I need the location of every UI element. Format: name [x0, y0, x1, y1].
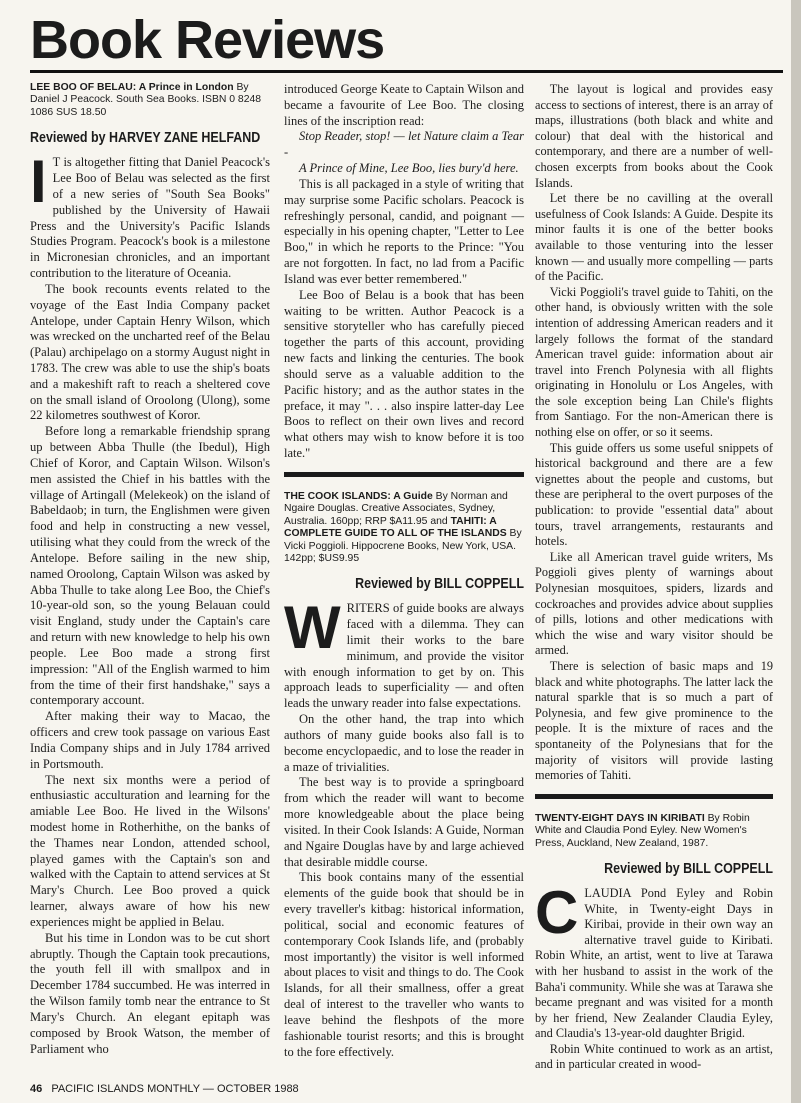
review-paragraph: On the other hand, the trap into which authors of many guide books also fall is to become encyclopaedic, and to lose the reader in a maze of trivialities.: [284, 712, 524, 774]
book-details: By Robin White and Claudia Pond Eyley. New Women's Press, Auckland, New Zealand, 1987.: [535, 812, 750, 849]
review-paragraph: This guide offers us some useful snippets of historical background and there are a few vignettes about the people and customs, but these are peripheral to the overt purposes of the publication: to provide "essential data" about tours, travel arrangements, restaurants and hotels.: [535, 440, 773, 549]
review-paragraph: introduced George Keate to Captain Wilson and became a favourite of Lee Boo. The closing lines of the inscription read:: [284, 82, 524, 128]
reviewer-byline: Reviewed by BILL COPPELL: [355, 576, 524, 593]
review-paragraph: WRITERS of guide books are always faced with a dilemma. They can limit their works to the bare minimum, and provide the visitor with enough information to get by on. This approach leads to superficiality — and often leads the unwary reader into false expectations.: [284, 594, 524, 711]
column-1: [30, 82, 270, 1057]
book-title: TWENTY-EIGHT DAYS IN KIRIBATI: [535, 812, 705, 824]
review-paragraph: The layout is logical and provides easy access to sections of interest, there is an array of maps, illustrations (both black and white and colour) that deal with the historical and contemporary, and there are a number of well-chosen excerpts from books about the Cook Islands.: [535, 82, 773, 190]
section-divider: [535, 794, 773, 799]
review-paragraph: The best way is to provide a springboard from which the reader will want to become more knowledgeable about the place being visited. In their Cook Islands: A Guide, Norman and Ngaire Douglas have by and large achieved that desirable middle course.: [284, 775, 524, 869]
book-header-lee-boo: [30, 82, 270, 119]
book-title: TAHITI: A COMPLETE GUIDE TO ALL OF THE ISLANDS: [284, 515, 507, 540]
epitaph-line: Stop Reader, stop! — let Nature claim a Tear -: [284, 129, 524, 160]
column-3: [535, 82, 773, 1073]
review-paragraph: CLAUDIA Pond Eyley and Robin White, in Twenty-eight Days in Kiribai, provide in their own way an alternative travel guide to Kiribati. Robin White, an artist, went to live at Tarawa with her husband to assist in the work of the Baha'i community. While she was at Tarawa she became pregnant and was visited for a month by her friend, New Zealander Claudia Eyley, and Claudia's 13-year-old daughter Brigid.: [535, 878, 773, 1041]
book-details: By Daniel J Peacock. South Sea Books. ISBN 0 8248 1086 SUS 18.50: [30, 82, 262, 118]
page-footer: [30, 1083, 299, 1095]
page-title: Book Reviews: [30, 10, 385, 70]
review-paragraph: This is all packaged in a style of writing that may surprise some Pacific scholars. Peacock is refreshingly personal, candid, and poignant — especially in his opening chapter, "Letter to Lee Boo," in which he reports to the Prince: "You are not forgotten. In fact, no lad from a Pacific Island was ever better remembered.": [284, 176, 524, 286]
review-paragraph: Let there be no cavilling at the overall usefulness of Cook Islands: A Guide. Despite its minor faults it is one of the better books available to those venturing into the lesser known — and usually more compelling — parts of the Pacific.: [535, 191, 773, 284]
review-paragraph: Before long a remarkable friendship sprang up between Abba Thulle (the Ibedul), High Chief of Koror, and Captain Wilson. Wilson's men assisted the Chief in his battles with the village of Artingall (Melekeok) on the island of Babeldaob; in turn, the Englishmen were given food and help in constructing a new vessel, utilising what they could from the wreck of the Antelope. Before sailing in the new ship, named Oroolong, Captain Wilson was asked by Abba Thulle to take along Lee Boo, the Chief's 10-year-old son, so the young Belauan could visit England, study under the Captain's care and return with new knowledge to help his own people. Lee Boo made a strong first impression: "All of the English warmed to him from the time of their first handshake," says a contemporary account.: [30, 424, 270, 708]
book-title: THE COOK ISLANDS: A Guide: [284, 490, 433, 502]
review-paragraph: But his time in London was to be cut short abruptly. Though the Captain took precautions, the youth fell ill with smallpox and in December 1784 succumbed. He was interred in the Wilson family tomb near the entrance to St Mary's Church. An elegant epitaph was composed by Brook Watson, the member of Parliament who: [30, 930, 270, 1056]
section-divider: [284, 472, 524, 477]
review-paragraph: I T is altogether fitting that Daniel Peacock's Lee Boo of Belau was selected as the first of a new series of "South Sea Books" published by the University of Hawaii Press and the University's Pacific Islands Studies Program. Peacock's book is a milestone in Micronesian chronicles, and an important contribution to the literature of Oceania.: [30, 148, 270, 281]
book-details: By Vicki Poggioli. Hippocrene Books, New York, USA. 142pp; $US9.95: [284, 528, 522, 564]
review-paragraph: Robin White continued to work as an artist, and in particular created in wood-: [535, 1041, 773, 1072]
column-2: [284, 82, 524, 1060]
review-paragraph: Lee Boo of Belau is a book that has been waiting to be written. Author Peacock is a sensitive storyteller who has carefully pieced together the parts of this account, providing new facts and linking the centuries. The book should serve as a valuable addition to the Pacific history; and as the author states in the preface, it may ". . . also inspire latter-day Lee Boos to reflect on their own lives and record what others may wish to know before it is too late.": [284, 287, 524, 461]
drop-cap: W: [284, 594, 341, 662]
review-paragraph: The next six months were a period of enthusiastic acculturation and learning for the amiable Lee Boo. He lived in the Wilsons' modest home in Rotherhithe, on the banks of the Thames near London, attended school, played games with the Captain's son and walked with the Captain to attend services at St Mary's Church. Lee Boo proved a quick learner, always aware of how his new experiences might be applied in Belau.: [30, 772, 270, 929]
review-paragraph: Vicki Poggioli's travel guide to Tahiti, on the other hand, is obviously written with the sole intention of addressing American readers and it largely follows the format of the standard American travel guide: information about air travel into French Polynesia with all flights originating in Honolulu or Los Angeles, with the sole exception being Lan Chile's flights from Santiago. For the non-American there is nothing else on offer, or so it seems.: [535, 284, 773, 440]
book-header-cook-islands: [284, 491, 524, 565]
reviewer-byline: Reviewed by HARVEY ZANE HELFAND: [30, 130, 261, 147]
drop-cap: I: [30, 148, 47, 216]
title-rule: [30, 70, 783, 73]
page-edge: [791, 0, 801, 1103]
book-details: By Norman and Ngaire Douglas. Creative Associates, Sydney, Australia. 160pp; RRP $A11.95 and: [284, 490, 508, 527]
epitaph-line: A Prince of Mine, Lee Boo, lies bury'd here.: [299, 161, 519, 176]
book-header-kiribati: [535, 813, 773, 850]
drop-cap: C: [535, 878, 579, 946]
book-title: LEE BOO OF BELAU: A Prince in London: [30, 82, 234, 93]
review-paragraph: There is selection of basic maps and 19 black and white photographs. The latter lack the natural sparkle that is so much a part of Polynesia, and few give prominence to the people. It is the mixture of races and the spontaneity of the Polynesians that for the majority of visitors will provide lasting memories of Tahiti.: [535, 658, 773, 783]
review-paragraph: This book contains many of the essential elements of the guide book that should be in every traveller's kitbag: historical information, political, social and economic features of contemporary Cook Islands life, and (probably most importantly) the visitor is well informed about places to visit and things to do. The Cook Islands, for all their smallness, offer a great deal of interest to the traveller who wants to leave behind the fleshpots of the more fashionable tourist resorts; and this is brought to the fore effectively.: [284, 870, 524, 1059]
publication-name: PACIFIC ISLANDS MONTHLY — OCTOBER 1988: [51, 1083, 299, 1095]
review-paragraph: After making their way to Macao, the officers and crew took passage on various East India Company ships and in July 1784 arrived in Portsmouth.: [30, 709, 270, 771]
review-paragraph: Like all American travel guide writers, Ms Poggioli gives plenty of warnings about Polynesian mosquitoes, spiders, lizards and cockroaches and provides advice about supplies of pills, lotions and other medications with which the wise and wary visitor should be armed.: [535, 549, 773, 658]
page-number: 46: [30, 1083, 43, 1095]
reviewer-byline: Reviewed by BILL COPPELL: [604, 860, 773, 877]
review-paragraph: The book recounts events related to the voyage of the East India Company packet Antelope, under Captain Henry Wilson, which was wrecked on the uncharted reef of the Belau (Palau) archipelago on a stormy August night in 1783. The crew was able to use the ship's boats and a makeshift raft to reach a sheltered cove on the small island of Oroolong (Ulong), some 22 kilometres southwest of Koror.: [30, 281, 270, 423]
